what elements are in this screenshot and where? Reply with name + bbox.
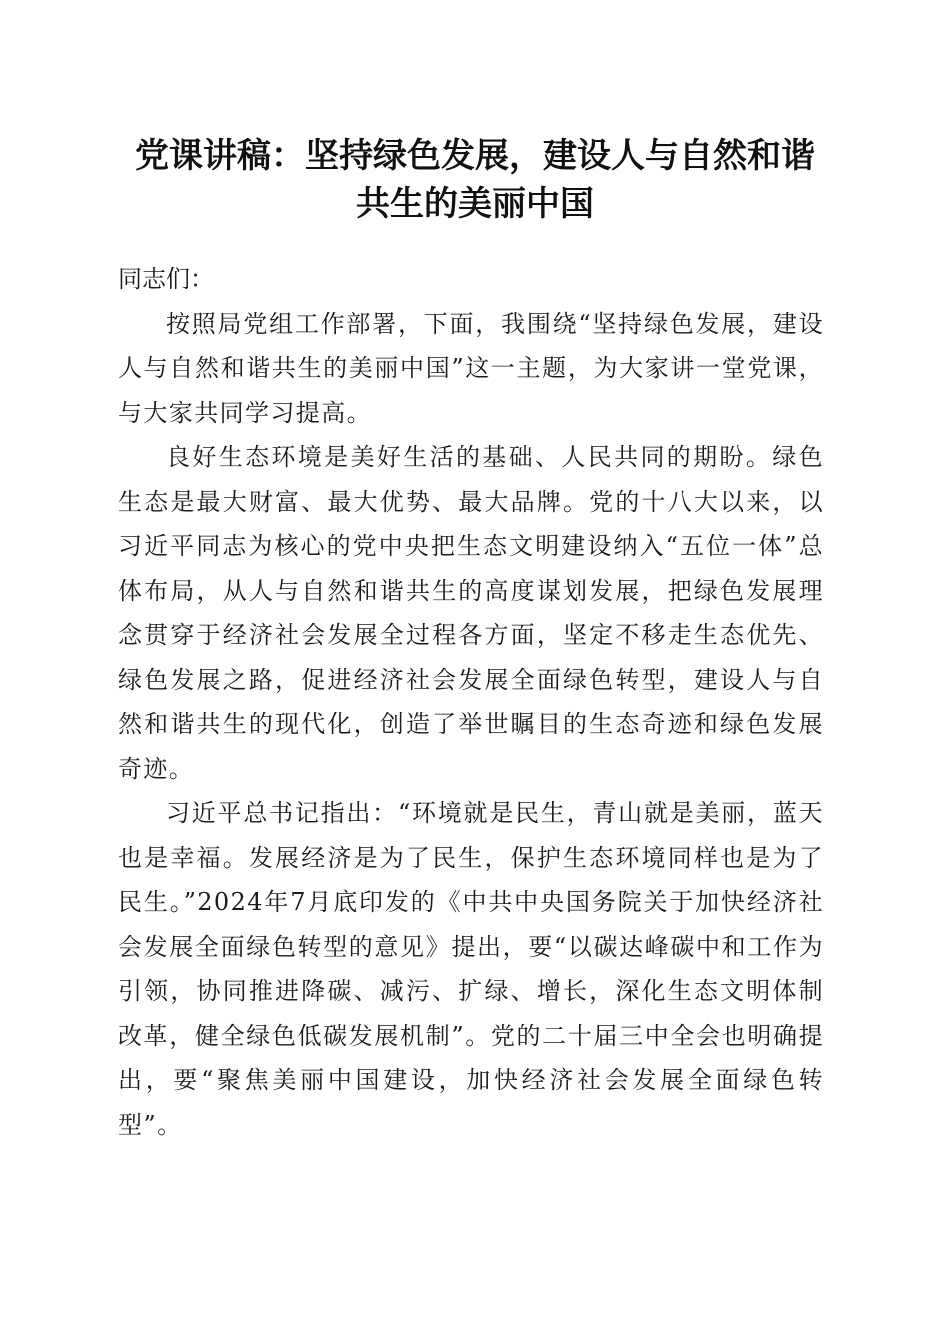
title-line-1: 党课讲稿：坚持绿色发展，建设人与自然和谐: [135, 136, 815, 176]
paragraph-1: 按照局党组工作部署，下面，我围绕“坚持绿色发展，建设人与自然和谐共生的美丽中国”这一主题，为大家讲一堂党课，与大家共同学习提高。: [118, 309, 824, 427]
title-line-2: 共生的美丽中国: [356, 184, 594, 224]
salutation: 同志们：: [118, 265, 214, 293]
document-body: [118, 257, 824, 1147]
paragraph-2: 良好生态环境是美好生活的基础、人民共同的期盼。绿色生态是最大财富、最大优势、最大品牌。党的十八大以来，以习近平同志为核心的党中央把生态文明建设纳入“五位一体”总体布局，从人与自然和谐共生的高度谋划发展，把绿色发展理念贯穿于经济社会发展全过程各方面，坚定不移走生态优先、绿色发展之路，促进经济社会发展全面绿色转型，建设人与自然和谐共生的现代化，创造了举世瞩目的生态奇迹和绿色发展奇迹。: [118, 443, 824, 783]
document-title: [110, 132, 840, 228]
paragraph-3: 习近平总书记指出：“环境就是民生，青山就是美丽，蓝天也是幸福。发展经济是为了民生，保护生态环境同样也是为了民生。”2024年7月底印发的《中共中央国务院关于加快经济社会发展全面绿色转型的意见》提出，要“以碳达峰碳中和工作为引领，协同推进降碳、减污、扩绿、增长，深化生态文明体制改革，健全绿色低碳发展机制”。党的二十届三中全会也明确提出，要“聚焦美丽中国建设，加快经济社会发展全面绿色转型”。: [118, 799, 824, 1139]
